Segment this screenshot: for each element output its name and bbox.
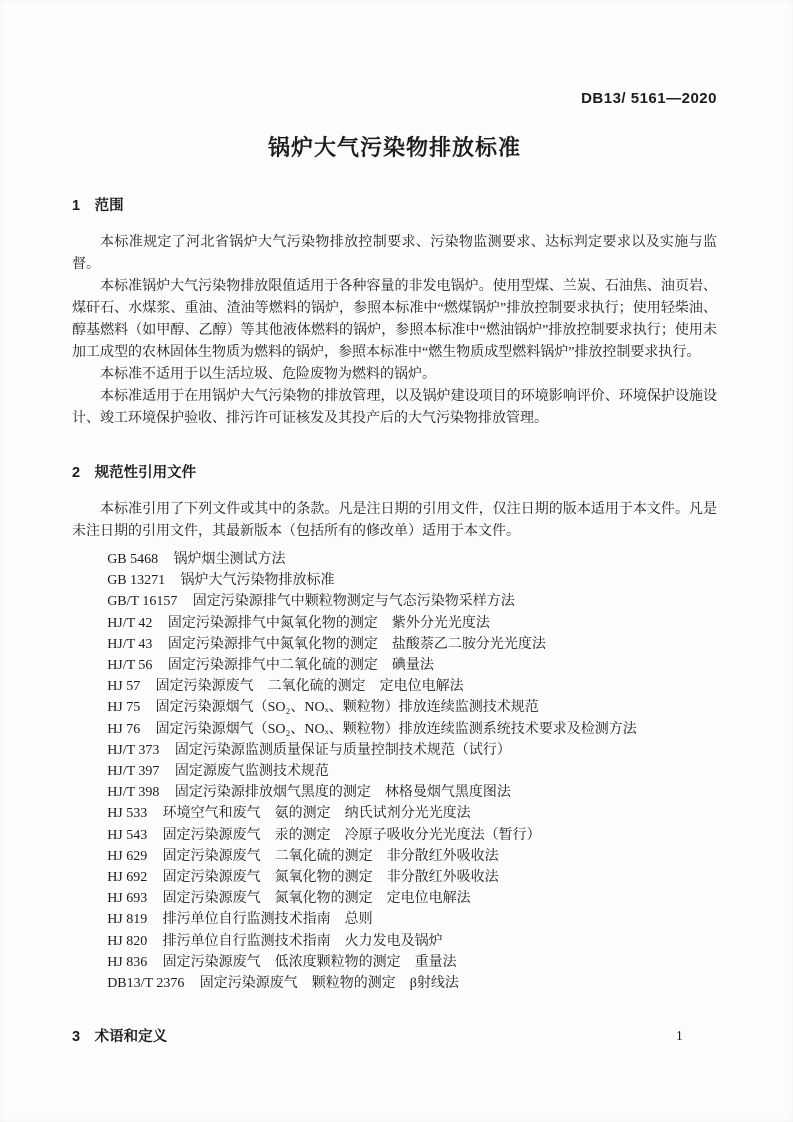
reference-code: HJ 57 <box>107 679 141 695</box>
scope-paragraph: 本标准锅炉大气污染物排放限值适用于各种容量的非发电锅炉。使用型煤、兰炭、石油焦、油页岩、煤矸石、水煤浆、重油、渣油等燃料的锅炉，参照本标准中“燃煤锅炉”排放控制要求执行；使用轻柴油、醇基燃料（如甲醇、乙醇）等其他液体燃料的锅炉，参照本标准中“燃油锅炉”排放控制要求执行；使用未加工成型的农林固体生物质为燃料的锅炉，参照本标准中“燃生物质成型燃料锅炉”排放控制要求执行。 <box>72 279 717 360</box>
reference-item <box>107 655 717 676</box>
section-references <box>72 463 717 994</box>
reference-title: 排污单位自行监测技术指南 总则 <box>162 912 373 928</box>
reference-item <box>107 634 717 655</box>
reference-code: HJ 693 <box>107 891 148 907</box>
reference-item <box>107 931 717 952</box>
section-terms <box>72 1027 717 1047</box>
references-intro: 本标准引用了下列文件或其中的条款。凡是注日期的引用文件，仅注日期的版本适用于本文件。凡是未注日期的引用文件，其最新版本（包括所有的修改单）适用于本文件。 <box>72 502 717 539</box>
reference-code: HJ 819 <box>107 912 148 928</box>
reference-title: 固定污染源监测质量保证与质量控制技术规范（试行） <box>174 742 511 758</box>
reference-item <box>107 803 717 824</box>
section-heading-references: 2 规范性引用文件 <box>72 465 197 481</box>
reference-title: 固定污染源排气中氮氧化物的测定 紫外分光光度法 <box>167 615 490 631</box>
reference-code: GB 13271 <box>107 573 166 589</box>
reference-item <box>107 613 717 634</box>
reference-code: HJ 75 <box>107 700 141 716</box>
section-heading-terms: 3 术语和定义 <box>72 1029 168 1046</box>
reference-item <box>107 591 717 612</box>
reference-item <box>107 952 717 973</box>
reference-item <box>107 888 717 909</box>
scope-paragraph: 本标准规定了河北省锅炉大气污染物排放控制要求、污染物监测要求、达标判定要求以及实施与监督。 <box>72 235 717 272</box>
reference-item <box>107 761 717 782</box>
reference-title: 锅炉烟尘测试方法 <box>173 552 286 567</box>
reference-item <box>107 846 717 867</box>
reference-item <box>107 719 717 740</box>
scope-paragraph: 本标准不适用于以生活垃圾、危险废物为燃料的锅炉。 <box>100 367 436 382</box>
page-number: 1 <box>676 1028 683 1043</box>
reference-item <box>107 549 717 570</box>
reference-item <box>107 825 717 846</box>
reference-item <box>107 909 717 930</box>
references-list <box>72 549 717 994</box>
reference-code: HJ/T 42 <box>107 615 153 631</box>
reference-code: HJ/T 398 <box>107 785 160 801</box>
reference-title: 排污单位自行监测技术指南 火力发电及锅炉 <box>162 933 443 949</box>
reference-title: 固定污染源废气 氮氧化物的测定 定电位电解法 <box>162 891 471 907</box>
reference-title: 固定污染源废气 低浓度颗粒物的测定 重量法 <box>162 954 457 970</box>
reference-code: GB 5468 <box>107 552 159 567</box>
reference-code: HJ 543 <box>107 827 148 843</box>
reference-item <box>107 676 717 697</box>
reference-code: HJ 629 <box>107 848 148 864</box>
reference-code: HJ/T 373 <box>107 742 160 758</box>
scope-paragraph: 本标准适用于在用锅炉大气污染物的排放管理，以及锅炉建设项目的环境影响评价、环境保护设施设计、竣工环境保护验收、排污许可证核发及其投产后的大气污染物排放管理。 <box>72 389 717 426</box>
reference-code: GB/T 16157 <box>107 594 178 610</box>
reference-title: 固定污染源废气 颗粒物的测定 β射线法 <box>199 976 459 992</box>
reference-code: HJ 76 <box>107 721 141 737</box>
reference-title: 固定源废气监测技术规范 <box>174 764 329 780</box>
document-title: 锅炉大气污染物排放标准 <box>267 135 521 160</box>
reference-title: 固定污染源排气中颗粒物测定与气态污染物采样方法 <box>192 594 515 610</box>
reference-item <box>107 973 717 994</box>
reference-item <box>107 697 717 718</box>
reference-title: 环境空气和废气 氨的测定 纳氏试剂分光光度法 <box>162 806 471 822</box>
section-heading-scope: 1 范围 <box>72 198 124 214</box>
reference-code: DB13/T 2376 <box>107 976 185 992</box>
reference-title: 固定污染源排气中氮氧化物的测定 盐酸萘乙二胺分光光度法 <box>167 636 546 652</box>
reference-code: HJ 692 <box>107 870 148 886</box>
section-scope <box>72 196 717 430</box>
reference-title: 锅炉大气污染物排放标准 <box>180 573 335 589</box>
reference-item <box>107 867 717 888</box>
reference-code: HJ/T 43 <box>107 636 153 652</box>
reference-title: 固定污染源排放烟气黑度的测定 林格曼烟气黑度图法 <box>174 785 511 801</box>
reference-code: HJ 820 <box>107 933 148 949</box>
reference-code: HJ 533 <box>107 806 148 822</box>
reference-item <box>107 782 717 803</box>
reference-code: HJ/T 56 <box>107 658 153 674</box>
reference-title: 固定污染源废气 二氧化硫的测定 非分散红外吸收法 <box>162 848 499 864</box>
reference-title: 固定污染源废气 二氧化硫的测定 定电位电解法 <box>155 679 464 695</box>
reference-title: 固定污染源烟气（SO₂、NOₓ、颗粒物）排放连续监测系统技术要求及检测方法 <box>155 721 637 737</box>
reference-code: HJ 836 <box>107 954 148 970</box>
reference-item <box>107 570 717 591</box>
reference-title: 固定污染源排气中二氧化硫的测定 碘量法 <box>167 658 434 674</box>
reference-title: 固定污染源废气 汞的测定 冷原子吸收分光光度法（暂行） <box>162 827 541 843</box>
reference-title: 固定污染源烟气（SO₂、NOₓ、颗粒物）排放连续监测技术规范 <box>155 700 539 716</box>
reference-item <box>107 740 717 761</box>
standard-code: DB13/ 5161—2020 <box>581 90 717 107</box>
reference-code: HJ/T 397 <box>107 764 160 780</box>
reference-title: 固定污染源废气 氮氧化物的测定 非分散红外吸收法 <box>162 870 499 886</box>
